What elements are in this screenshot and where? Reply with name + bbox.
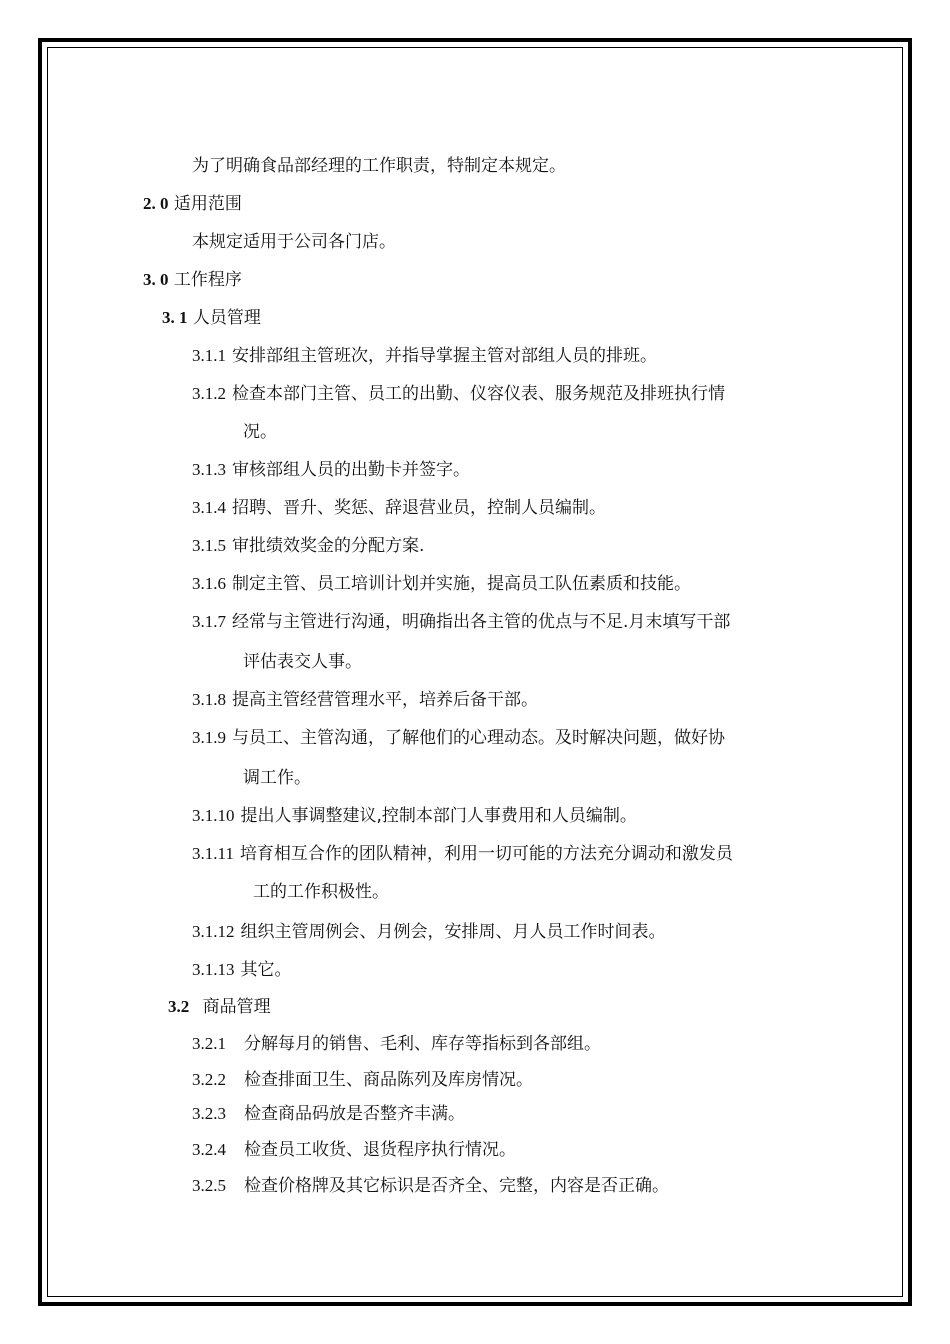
section-2-heading xyxy=(143,194,242,214)
list-item xyxy=(192,806,637,826)
page-border-inner xyxy=(47,47,903,1297)
item-text-continuation: 工的工作积极性。 xyxy=(253,882,389,902)
item-number: 3.2.4 xyxy=(192,1140,226,1159)
intro-text: 为了明确食品部经理的工作职责，特制定本规定。 xyxy=(192,156,566,176)
list-item xyxy=(192,498,606,518)
item-number: 3.2.1 xyxy=(192,1034,226,1053)
section-3-heading xyxy=(143,270,242,290)
list-item xyxy=(192,844,733,864)
subsection-3-2-heading xyxy=(168,997,271,1017)
list-item xyxy=(192,1176,669,1196)
item-text: 经常与主管进行沟通，明确指出各主管的优点与不足.月末填写干部 xyxy=(232,612,731,632)
list-item xyxy=(192,384,725,404)
subsection-3-1-heading xyxy=(162,308,261,328)
list-item xyxy=(192,1140,516,1160)
item-number: 3.2.5 xyxy=(192,1176,226,1195)
section-3-title: 工作程序 xyxy=(173,270,242,290)
item-number: 3.1.10 xyxy=(192,806,235,825)
list-item xyxy=(192,460,470,480)
list-item xyxy=(192,728,725,748)
list-item xyxy=(192,536,424,556)
list-item xyxy=(192,346,657,366)
item-number: 3.1.13 xyxy=(192,960,235,979)
item-number: 3.2.2 xyxy=(192,1070,226,1089)
item-number: 3.1.12 xyxy=(192,922,235,941)
item-text: 检查商品码放是否整齐丰满。 xyxy=(244,1104,465,1124)
subsection-3-2-number: 3.2 xyxy=(168,997,190,1016)
section-2-title: 适用范围 xyxy=(173,194,242,214)
item-number: 3.1.7 xyxy=(192,612,226,631)
item-text: 提出人事调整建议,控制本部门人事费用和人员编制。 xyxy=(240,806,637,826)
item-number: 3.1.1 xyxy=(192,346,226,365)
item-text: 制定主管、员工培训计划并实施，提高员工队伍素质和技能。 xyxy=(232,574,691,594)
list-item xyxy=(192,574,691,594)
item-text: 审批绩效奖金的分配方案. xyxy=(232,536,425,556)
item-text: 安排部组主管班次，并指导掌握主管对部组人员的排班。 xyxy=(232,346,657,366)
subsection-3-2-title: 商品管理 xyxy=(202,997,271,1017)
section-2-number: 2. 0 xyxy=(143,194,169,213)
item-text: 其它。 xyxy=(240,960,292,980)
item-text: 与员工、主管沟通，了解他们的心理动态。及时解决问题，做好协 xyxy=(232,728,725,748)
item-text: 分解每月的销售、毛利、库存等指标到各部组。 xyxy=(244,1034,601,1054)
item-number: 3.1.11 xyxy=(192,844,234,863)
item-text: 组织主管周例会、月例会，安排周、月人员工作时间表。 xyxy=(240,922,666,942)
item-number: 3.1.9 xyxy=(192,728,226,747)
list-item xyxy=(192,1104,465,1124)
list-item xyxy=(192,1034,601,1054)
section-2-text: 本规定适用于公司各门店。 xyxy=(192,232,396,252)
item-text: 招聘、晋升、奖惩、辞退营业员，控制人员编制。 xyxy=(232,498,606,518)
list-item xyxy=(192,612,730,632)
item-number: 3.1.4 xyxy=(192,498,226,517)
page-border xyxy=(38,38,912,1306)
list-item xyxy=(192,922,666,942)
section-3-number: 3. 0 xyxy=(143,270,169,289)
item-number: 3.1.8 xyxy=(192,690,226,709)
item-number: 3.2.3 xyxy=(192,1104,226,1123)
subsection-3-1-title: 人员管理 xyxy=(192,308,261,328)
item-text: 审核部组人员的出勤卡并签字。 xyxy=(232,460,470,480)
item-text-continuation: 评估表交人事。 xyxy=(243,652,362,672)
item-number: 3.1.2 xyxy=(192,384,226,403)
item-text: 检查员工收货、退货程序执行情况。 xyxy=(244,1140,516,1160)
item-text: 提高主管经营管理水平，培养后备干部。 xyxy=(232,690,538,710)
item-text: 检查价格牌及其它标识是否齐全、完整，内容是否正确。 xyxy=(244,1176,669,1196)
list-item xyxy=(192,690,538,710)
item-number: 3.1.6 xyxy=(192,574,226,593)
item-text: 培育相互合作的团队精神，利用一切可能的方法充分调动和激发员 xyxy=(239,844,733,864)
item-text-continuation: 况。 xyxy=(243,422,277,442)
item-text: 检查本部门主管、员工的出勤、仪容仪表、服务规范及排班执行情 xyxy=(232,384,725,404)
list-item xyxy=(192,1070,533,1090)
list-item xyxy=(192,960,292,980)
item-text: 检查排面卫生、商品陈列及库房情况。 xyxy=(244,1070,533,1090)
item-number: 3.1.5 xyxy=(192,536,226,555)
subsection-3-1-number: 3. 1 xyxy=(162,308,188,327)
item-number: 3.1.3 xyxy=(192,460,226,479)
item-text-continuation: 调工作。 xyxy=(243,768,311,788)
